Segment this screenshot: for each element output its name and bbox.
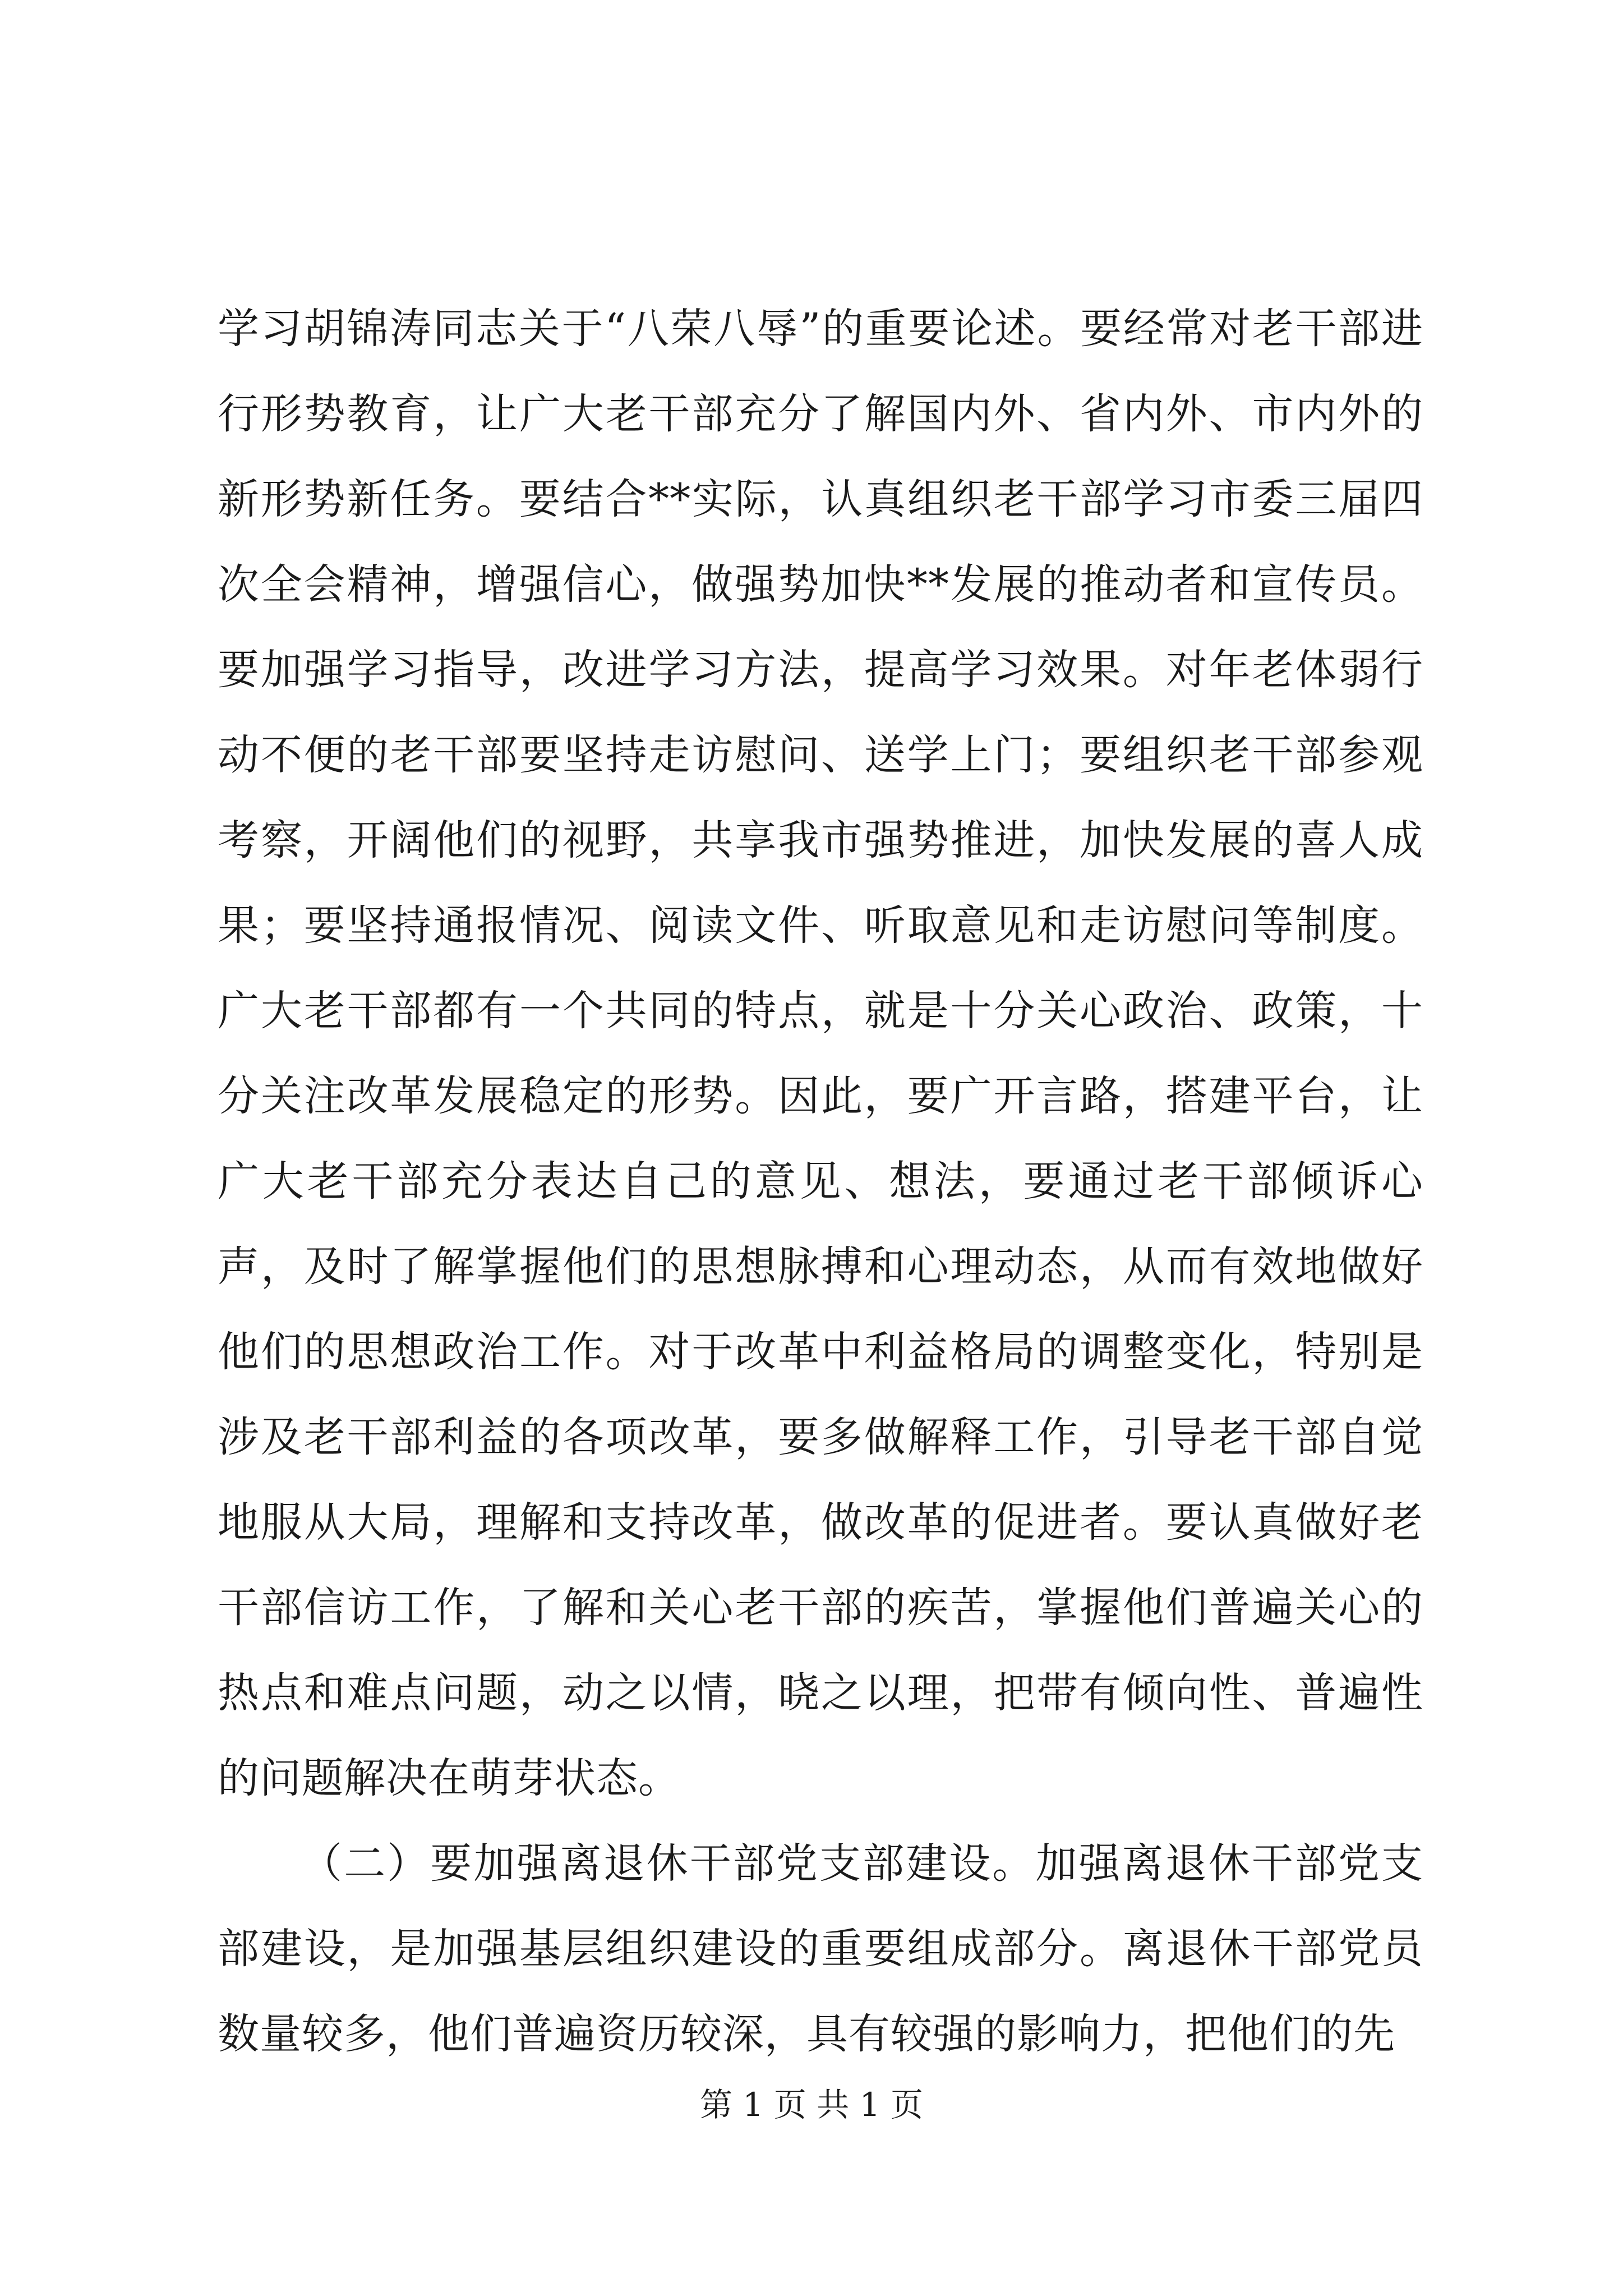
document-body	[218, 286, 1423, 2077]
paragraph-section-two: （二）要加强离退休干部党支部建设。加强离退休干部党支部建设，是加强基层组织建设的重要组成部分。离退休干部党员数量较多，他们普遍资历较深，具有较强的影响力，把他们的先	[218, 1839, 1423, 2058]
page-footer: 第 1 页 共 1 页	[700, 2086, 923, 2124]
paragraph-continued: 学习胡锦涛同志关于“八荣八辱”的重要论述。要经常对老干部进行形势教育，让广大老干部充分了解国内外、省内外、市内外的新形势新任务。要结合**实际，认真组织老干部学习市委三届四次全会精神，增强信心，做强势加快**发展的推动者和宣传员。要加强学习指导，改进学习方法，提高学习效果。对年老体弱行动不便的老干部要坚持走访慰问、送学上门；要组织老干部参观考察，开阔他们的视野，共享我市强势推进，加快发展的喜人成果；要坚持通报情况、阅读文件、听取意见和走访慰问等制度。广大老干部都有一个共同的特点，就是十分关心政治、政策，十分关注改革发展稳定的形势。因此，要广开言路，搭建平台，让广大老干部充分表达自己的意见、想法，要通过老干部倾诉心声，及时了解掌握他们的思想脉搏和心理动态，从而有效地做好他们的思想政治工作。对于改革中利益格局的调整变化，特别是涉及老干部利益的各项改革，要多做解释工作，引导老干部自觉地服从大局，理解和支持改革，做改革的促进者。要认真做好老干部信访工作，了解和关心老干部的疾苦，掌握他们普遍关心的热点和难点问题，动之以情，晓之以理，把带有倾向性、普遍性的问题解决在萌芽状态。	[218, 305, 1423, 1802]
